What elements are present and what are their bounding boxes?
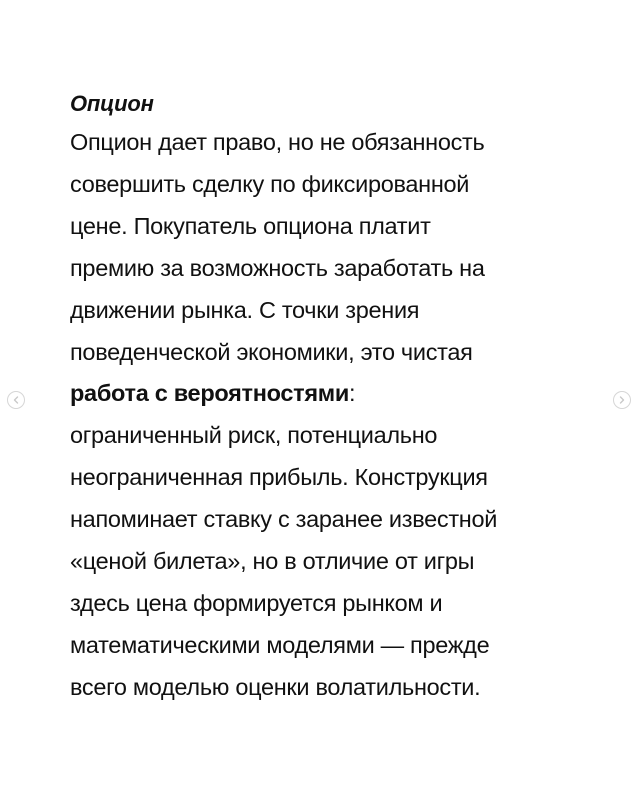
text-line: Опцион дает право, но не обязанность xyxy=(70,129,485,155)
carousel-prev-button[interactable] xyxy=(7,391,25,409)
text-line: «ценой билета», но в отличие от игры xyxy=(70,548,475,575)
text-line: математическими моделями — прежде xyxy=(70,631,490,658)
text-line: ограниченный риск, потенциально xyxy=(70,422,438,449)
text-line: совершить сделку по фиксированной xyxy=(70,170,470,197)
text-line: всего моделью оценки волатильности. xyxy=(70,673,481,700)
carousel-next-button[interactable] xyxy=(613,391,631,409)
bold-phrase-suffix: : xyxy=(349,380,356,407)
article-title: Опцион xyxy=(70,91,154,116)
text-line: напоминает ставку с заранее известной xyxy=(70,506,498,533)
text-line: неограниченная прибыль. Конструкция xyxy=(70,464,488,491)
text-line: цене. Покупатель опциона платит xyxy=(70,212,431,239)
text-line: премию за возможность заработать на xyxy=(70,254,485,281)
text-line: поведенческой экономики, это чистая xyxy=(70,338,473,365)
chevron-right-icon xyxy=(617,395,627,405)
bold-phrase: работа с вероятностями xyxy=(70,380,350,407)
article-body xyxy=(70,86,600,709)
text-line-emphasis xyxy=(70,373,600,415)
chevron-left-icon xyxy=(11,395,21,405)
text-line: движении рынка. С точки зрения xyxy=(70,296,420,323)
text-line: здесь цена формируется рынком и xyxy=(70,589,443,616)
